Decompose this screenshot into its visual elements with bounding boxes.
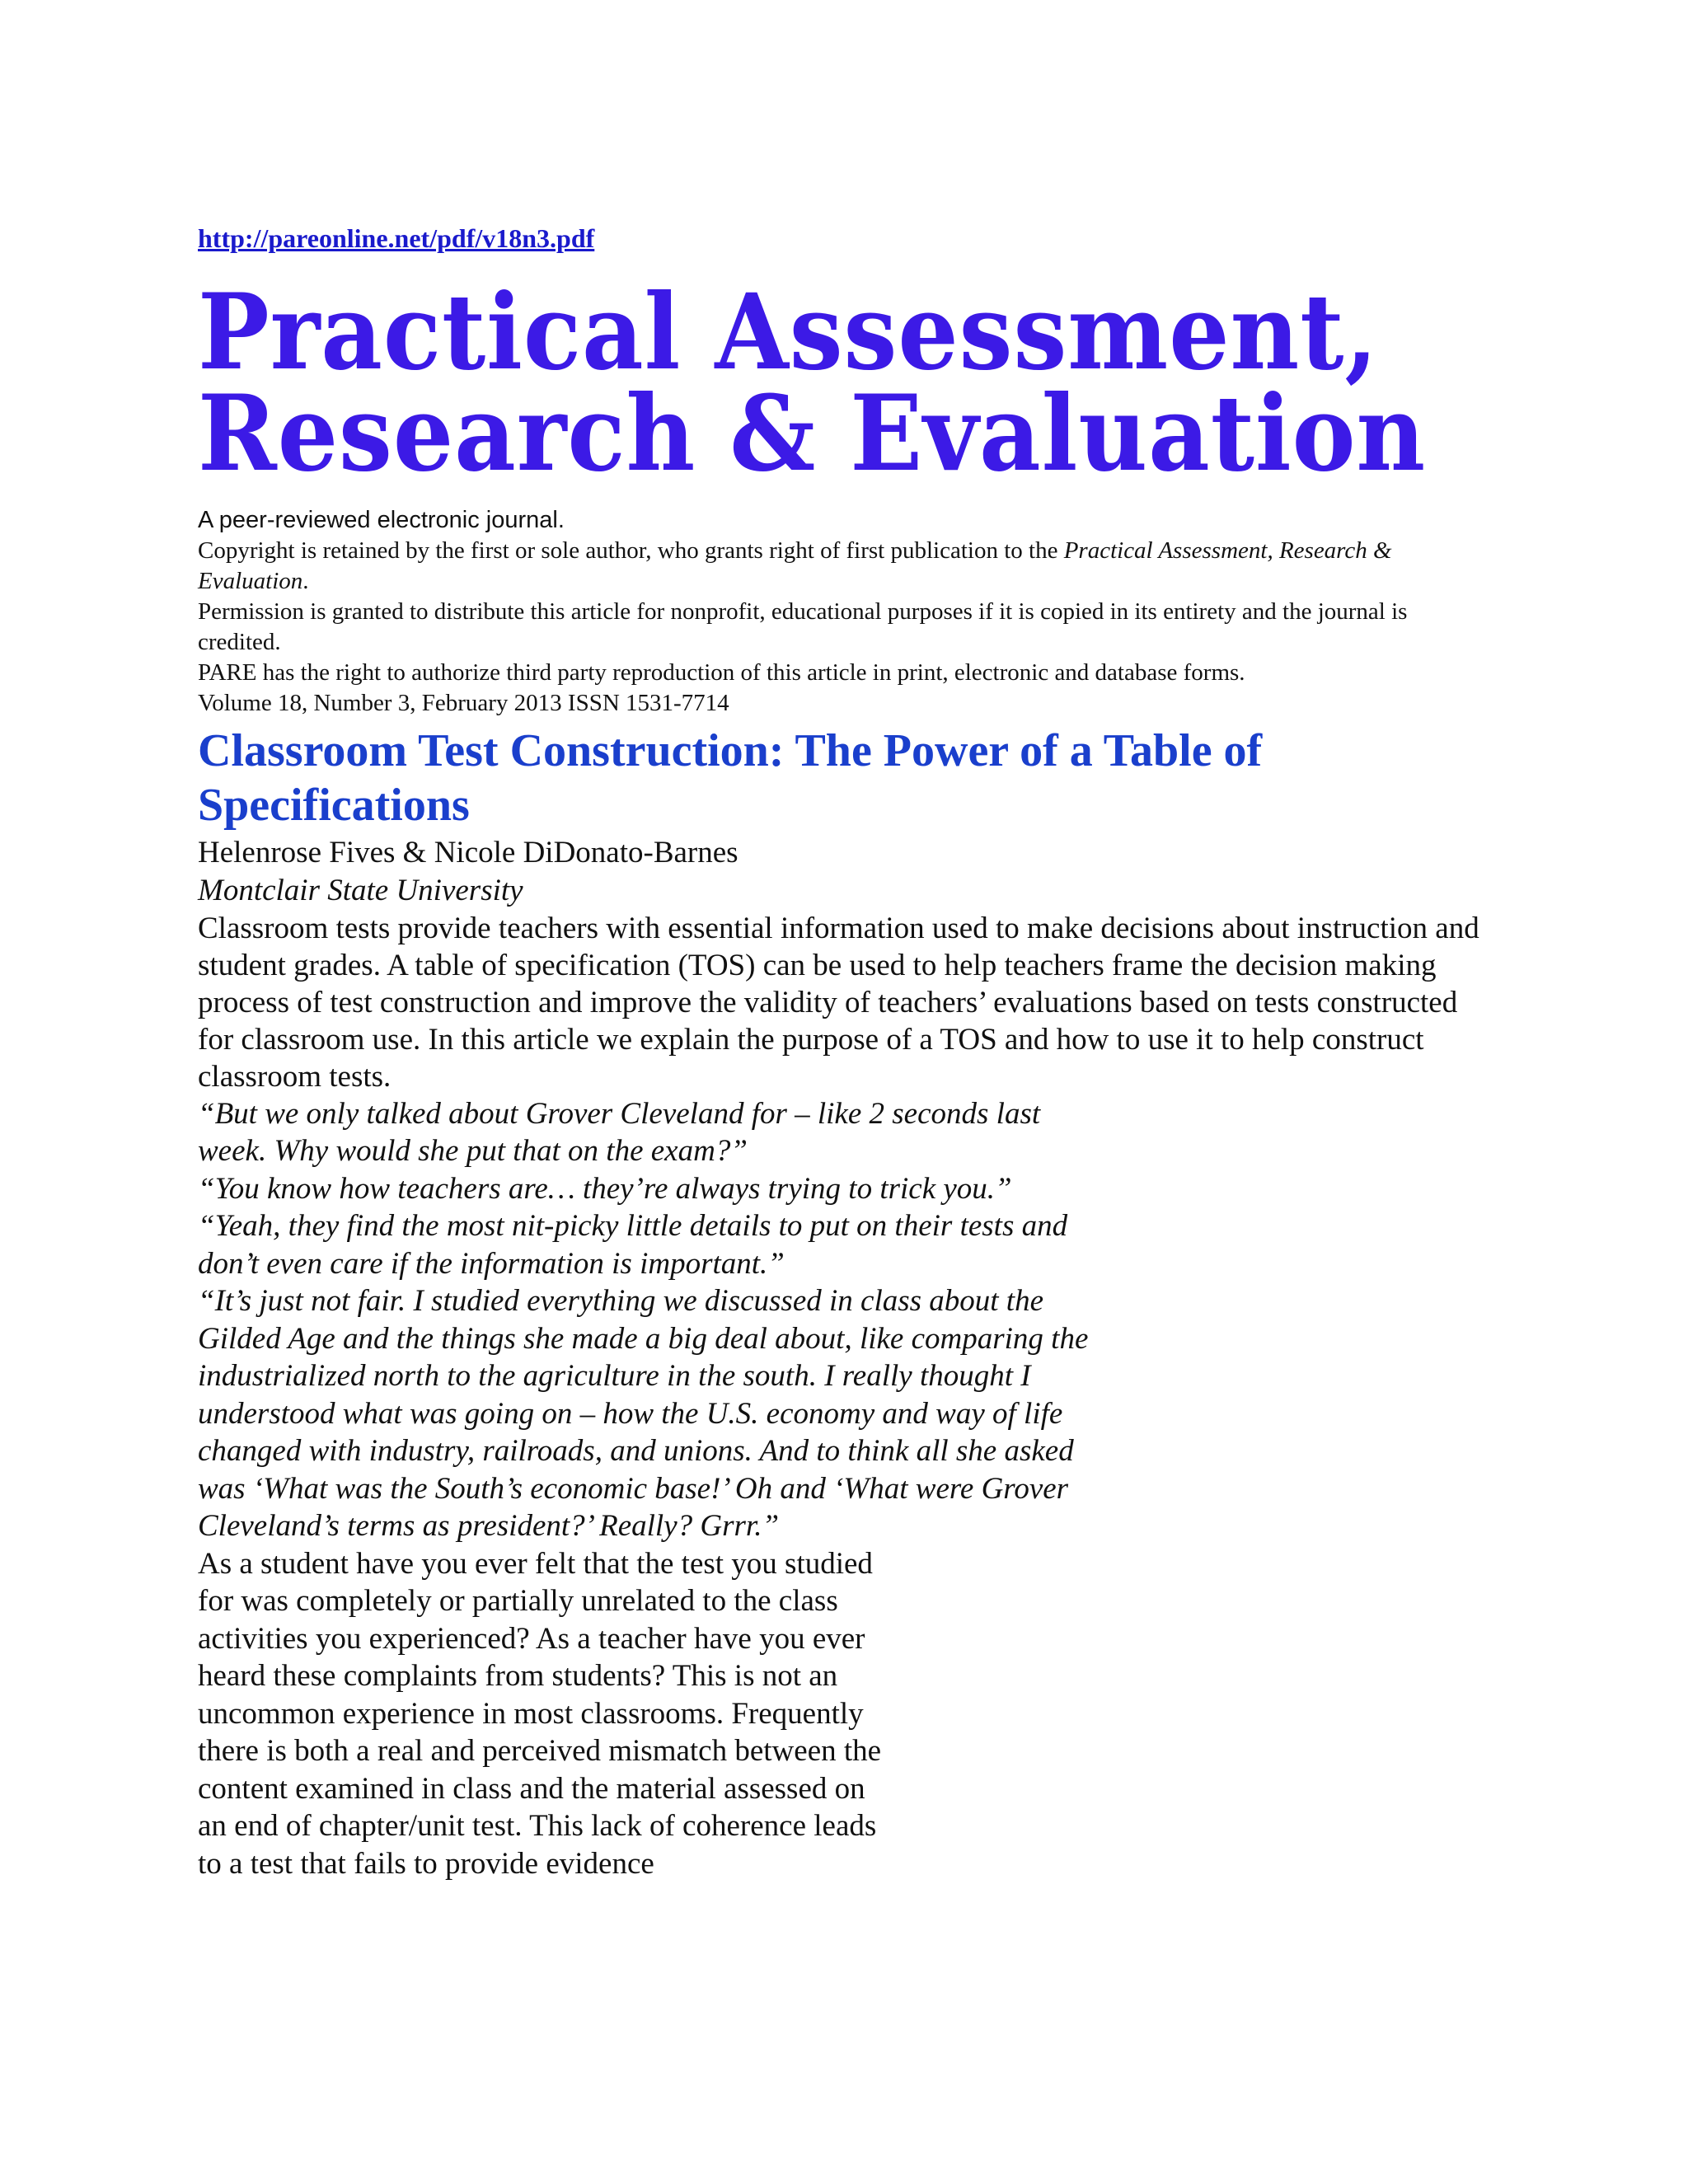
copyright-text: Copyright is retained by the first or sole author, who grants right of first publication to the	[198, 537, 1064, 564]
body-paragraph: As a student have you ever felt that the test you studied for was completely or partially unrelated to the class activities you experienced? As a teacher have you ever heard these complaints from students? This is not an uncommon experience in most classrooms. Frequently there is both a real and perceived mismatch between the content examined in class and the material assessed on an end of chapter/unit test. This lack of coherence leads to a test that fails to provide evidence	[198, 1546, 882, 1881]
copyright-journal-name: Practical Assessment, Research & Evaluation	[198, 537, 1392, 594]
student-quote-4: “It’s just not fair. I studied everything we discussed in class about the Gilded Age and the things she made a big deal about, like comparing the industrialized north to the agriculture in the south. I really thought I understood what was going on – how the U.S. economy and way of life changed with industry, railroads, and unions. And to think all she asked was ‘What was the South’s economic base!’ Oh and ‘What were Grover Cleveland’s terms as president?’ Really? Grrr.”	[198, 1284, 1089, 1544]
article-authors: Helenrose Fives & Nicole DiDonato-Barnes	[198, 835, 738, 869]
journal-title-line-2: Research & Evaluation	[198, 372, 1427, 494]
source-url-link[interactable]: http://pareonline.net/pdf/v18n3.pdf	[198, 223, 595, 253]
student-quote-1: “But we only talked about Grover Cleveland for – like 2 seconds last week. Why would she put that on the exam?”	[198, 1096, 1041, 1169]
student-quote-3: “Yeah, they find the most nit-picky little details to put on their tests and don’t even care if the information is important.”	[198, 1209, 1068, 1281]
volume-info: Volume 18, Number 3, February 2013 ISSN 1531-7714	[198, 689, 729, 716]
article-abstract: Classroom tests provide teachers with essential information used to make decisions about instruction and student grades. A table of specification (TOS) can be used to help teachers frame the decision making process of test construction and improve the validity of teachers’ evaluations based on tests constructed for classroom use. In this article we explain the purpose of a TOS and how to use it to help construct classroom tests.	[198, 911, 1479, 1094]
journal-masthead	[198, 271, 1427, 494]
permission-note: Permission is granted to distribute this article for nonprofit, educational purposes if it is copied in its entirety and the journal is credited.	[198, 598, 1408, 655]
pare-rights-note: PARE has the right to authorize third party reproduction of this article in print, electronic and database forms.	[198, 658, 1245, 686]
article-title: Classroom Test Construction: The Power of a Table of Specifications	[198, 724, 1263, 831]
student-quote-2: “You know how teachers are… they’re always trying to trick you.”	[198, 1171, 1012, 1206]
journal-title-line-1: Practical Assessment,	[198, 271, 1379, 394]
copyright-note	[198, 536, 1484, 597]
peer-reviewed-note: A peer-reviewed electronic journal.	[198, 506, 565, 533]
article-page	[198, 223, 1484, 1882]
copyright-end: .	[302, 567, 309, 594]
author-affiliation: Montclair State University	[198, 873, 523, 907]
